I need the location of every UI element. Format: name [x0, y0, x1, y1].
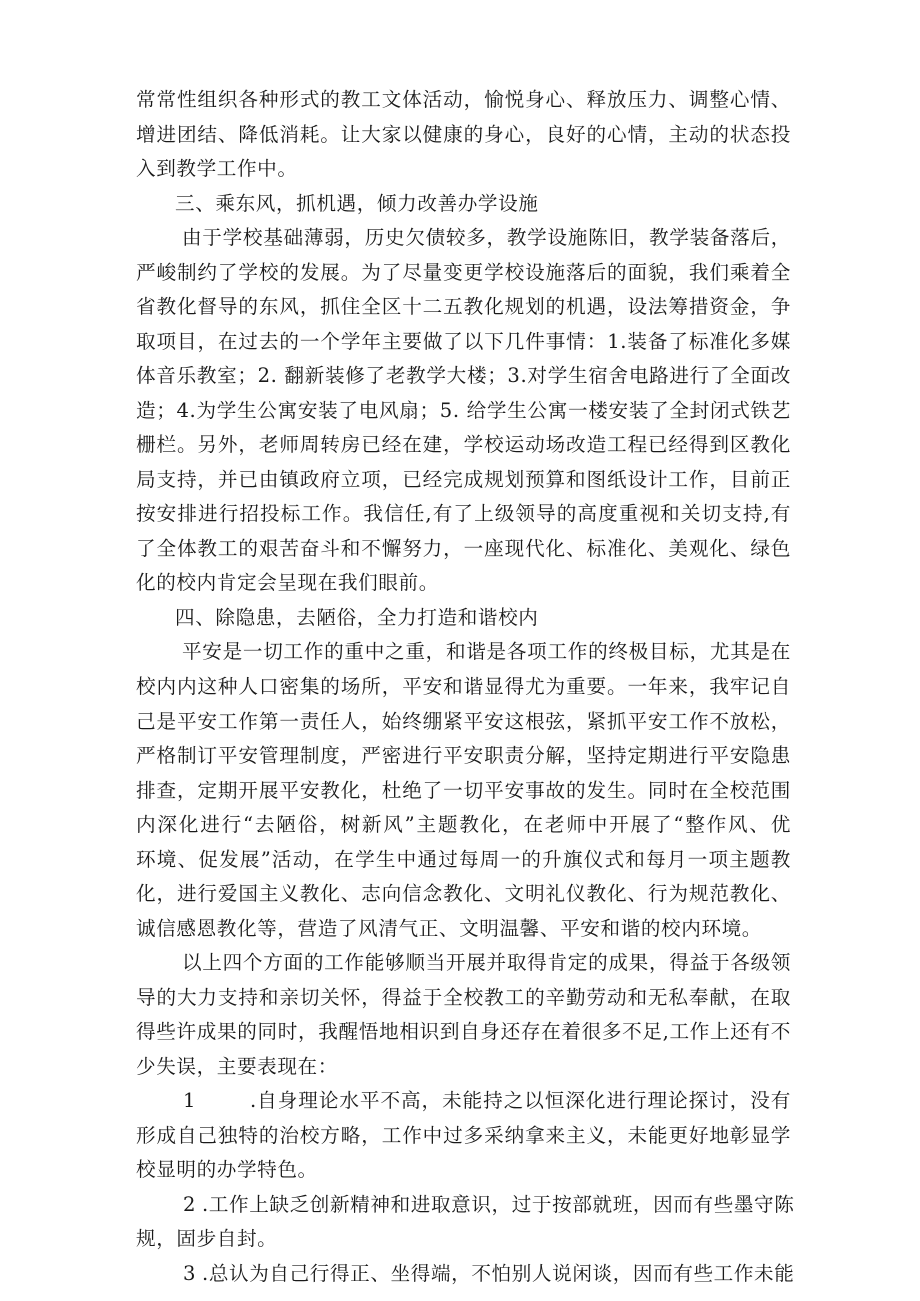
list-item-number: 2: [183, 1192, 197, 1216]
list-item-text: .工作上缺乏创新精神和进取意识，过于按部就班，因而有些墨守陈: [202, 1192, 795, 1216]
paragraph-line: 导的大力支持和亲切关怀，得益于全校教工的辛勤劳动和无私奉献，在取: [136, 985, 791, 1009]
paragraph-line: 取项目，在过去的一个学年主要做了以下几件事情：1.装备了标准化多媒: [136, 329, 791, 353]
paragraph-line: 严格制订平安管理制度，严密进行平安职责分解，坚持定期进行平安隐患: [136, 744, 791, 768]
paragraph-line: 栅栏。另外，老师周转房已经在建，学校运动场改造工程已经得到区教化: [136, 433, 791, 457]
paragraph-line: 由于学校基础薄弱，历史欠债较多，教学设施陈旧，教学装备落后，: [182, 226, 791, 250]
paragraph-line: 造；4.为学生公寓安装了电风扇；5. 给学生公寓一楼安装了全封闭式铁艺: [136, 398, 791, 422]
paragraph-line: 体音乐教室；2. 翻新装修了老教学大楼；3.对学生宿舍电路进行了全面改: [136, 364, 791, 388]
paragraph-line: 省教化督导的东风，抓住全区十二五教化规划的机遇，设法筹措资金，争: [136, 295, 791, 319]
list-item-text: 规，固步自封。: [136, 1227, 278, 1251]
paragraph-line: 内深化进行“去陋俗，树新风”主题教化，在老师中开展了“整作风、优: [136, 813, 791, 837]
list-item-text: .自身理论水平不高，未能持之以恒深化进行理论探讨，没有: [250, 1089, 791, 1113]
list-item-text: 形成自己独特的治校方略，工作中过多采纳拿来主义，未能更好地彰显学: [136, 1123, 791, 1147]
paragraph-line: 少失误，主要表现在：: [136, 1054, 338, 1078]
list-item-number: 1: [183, 1089, 197, 1113]
list-item-text: .总认为自己行得正、坐得端，不怕别人说闲谈，因而有些工作未能: [202, 1262, 795, 1285]
paragraph-line: 以上四个方面的工作能够顺当开展并取得肯定的成果，得益于各级领: [182, 951, 791, 975]
paragraph-line: 校内内这种人口密集的场所，平安和谐显得尤为重要。一年来，我牢记自: [136, 675, 791, 698]
paragraph-line: 排查，定期开展平安教化，杜绝了一切平安事故的发生。同时在全校范围: [136, 778, 791, 802]
paragraph-line: 增进团结、降低消耗。让大家以健康的身心，良好的心情，主动的状态投: [136, 122, 791, 146]
paragraph-line: 平安是一切工作的重中之重，和谐是各项工作的终极目标，尤其是在: [182, 640, 791, 664]
paragraph-line: 按安排进行招投标工作。我信任,有了上级领导的高度重视和关切支持,有: [136, 502, 791, 526]
paragraph-line: 常常性组织各种形式的教工文体活动，愉悦身心、释放压力、调整心情、: [136, 88, 791, 111]
paragraph-line: 环境、促发展”活动，在学生中通过每周一的升旗仪式和每月一项主题教: [136, 847, 791, 871]
paragraph-line: 严峻制约了学校的发展。为了尽量变更学校设施落后的面貌，我们乘着全: [136, 260, 791, 284]
paragraph-line: 化，进行爱国主义教化、志向信念教化、文明礼仪教化、行为规范教化、: [136, 882, 791, 906]
list-item-number: 3: [183, 1262, 197, 1285]
paragraph-line: 入到教学工作中。: [136, 157, 298, 181]
paragraph-line: 己是平安工作第一责任人，始终绷紧平安这根弦，紧抓平安工作不放松，: [136, 709, 791, 733]
paragraph-line: 了全体教工的艰苦奋斗和不懈努力，一座现代化、标准化、美观化、绿色: [136, 536, 791, 560]
section-heading: 四、除隐患，去陋俗，全力打造和谐校内: [175, 605, 539, 629]
paragraph-line: 化的校内肯定会呈现在我们眼前。: [136, 571, 439, 595]
paragraph-line: 局支持，并已由镇政府立项，已经完成规划预算和图纸设计工作，目前正: [136, 467, 791, 491]
section-heading: 三、乘东风，抓机遇，倾力改善办学设施: [175, 191, 539, 215]
list-item-text: 校显明的办学特色。: [136, 1158, 318, 1182]
paragraph-line: 得些许成果的同时，我醒悟地相识到自身还存在着很多不足,工作上还有不: [136, 1020, 791, 1044]
paragraph-line: 诚信感恩教化等，营造了风清气正、文明温馨、平安和谐的校内环境。: [136, 916, 763, 940]
